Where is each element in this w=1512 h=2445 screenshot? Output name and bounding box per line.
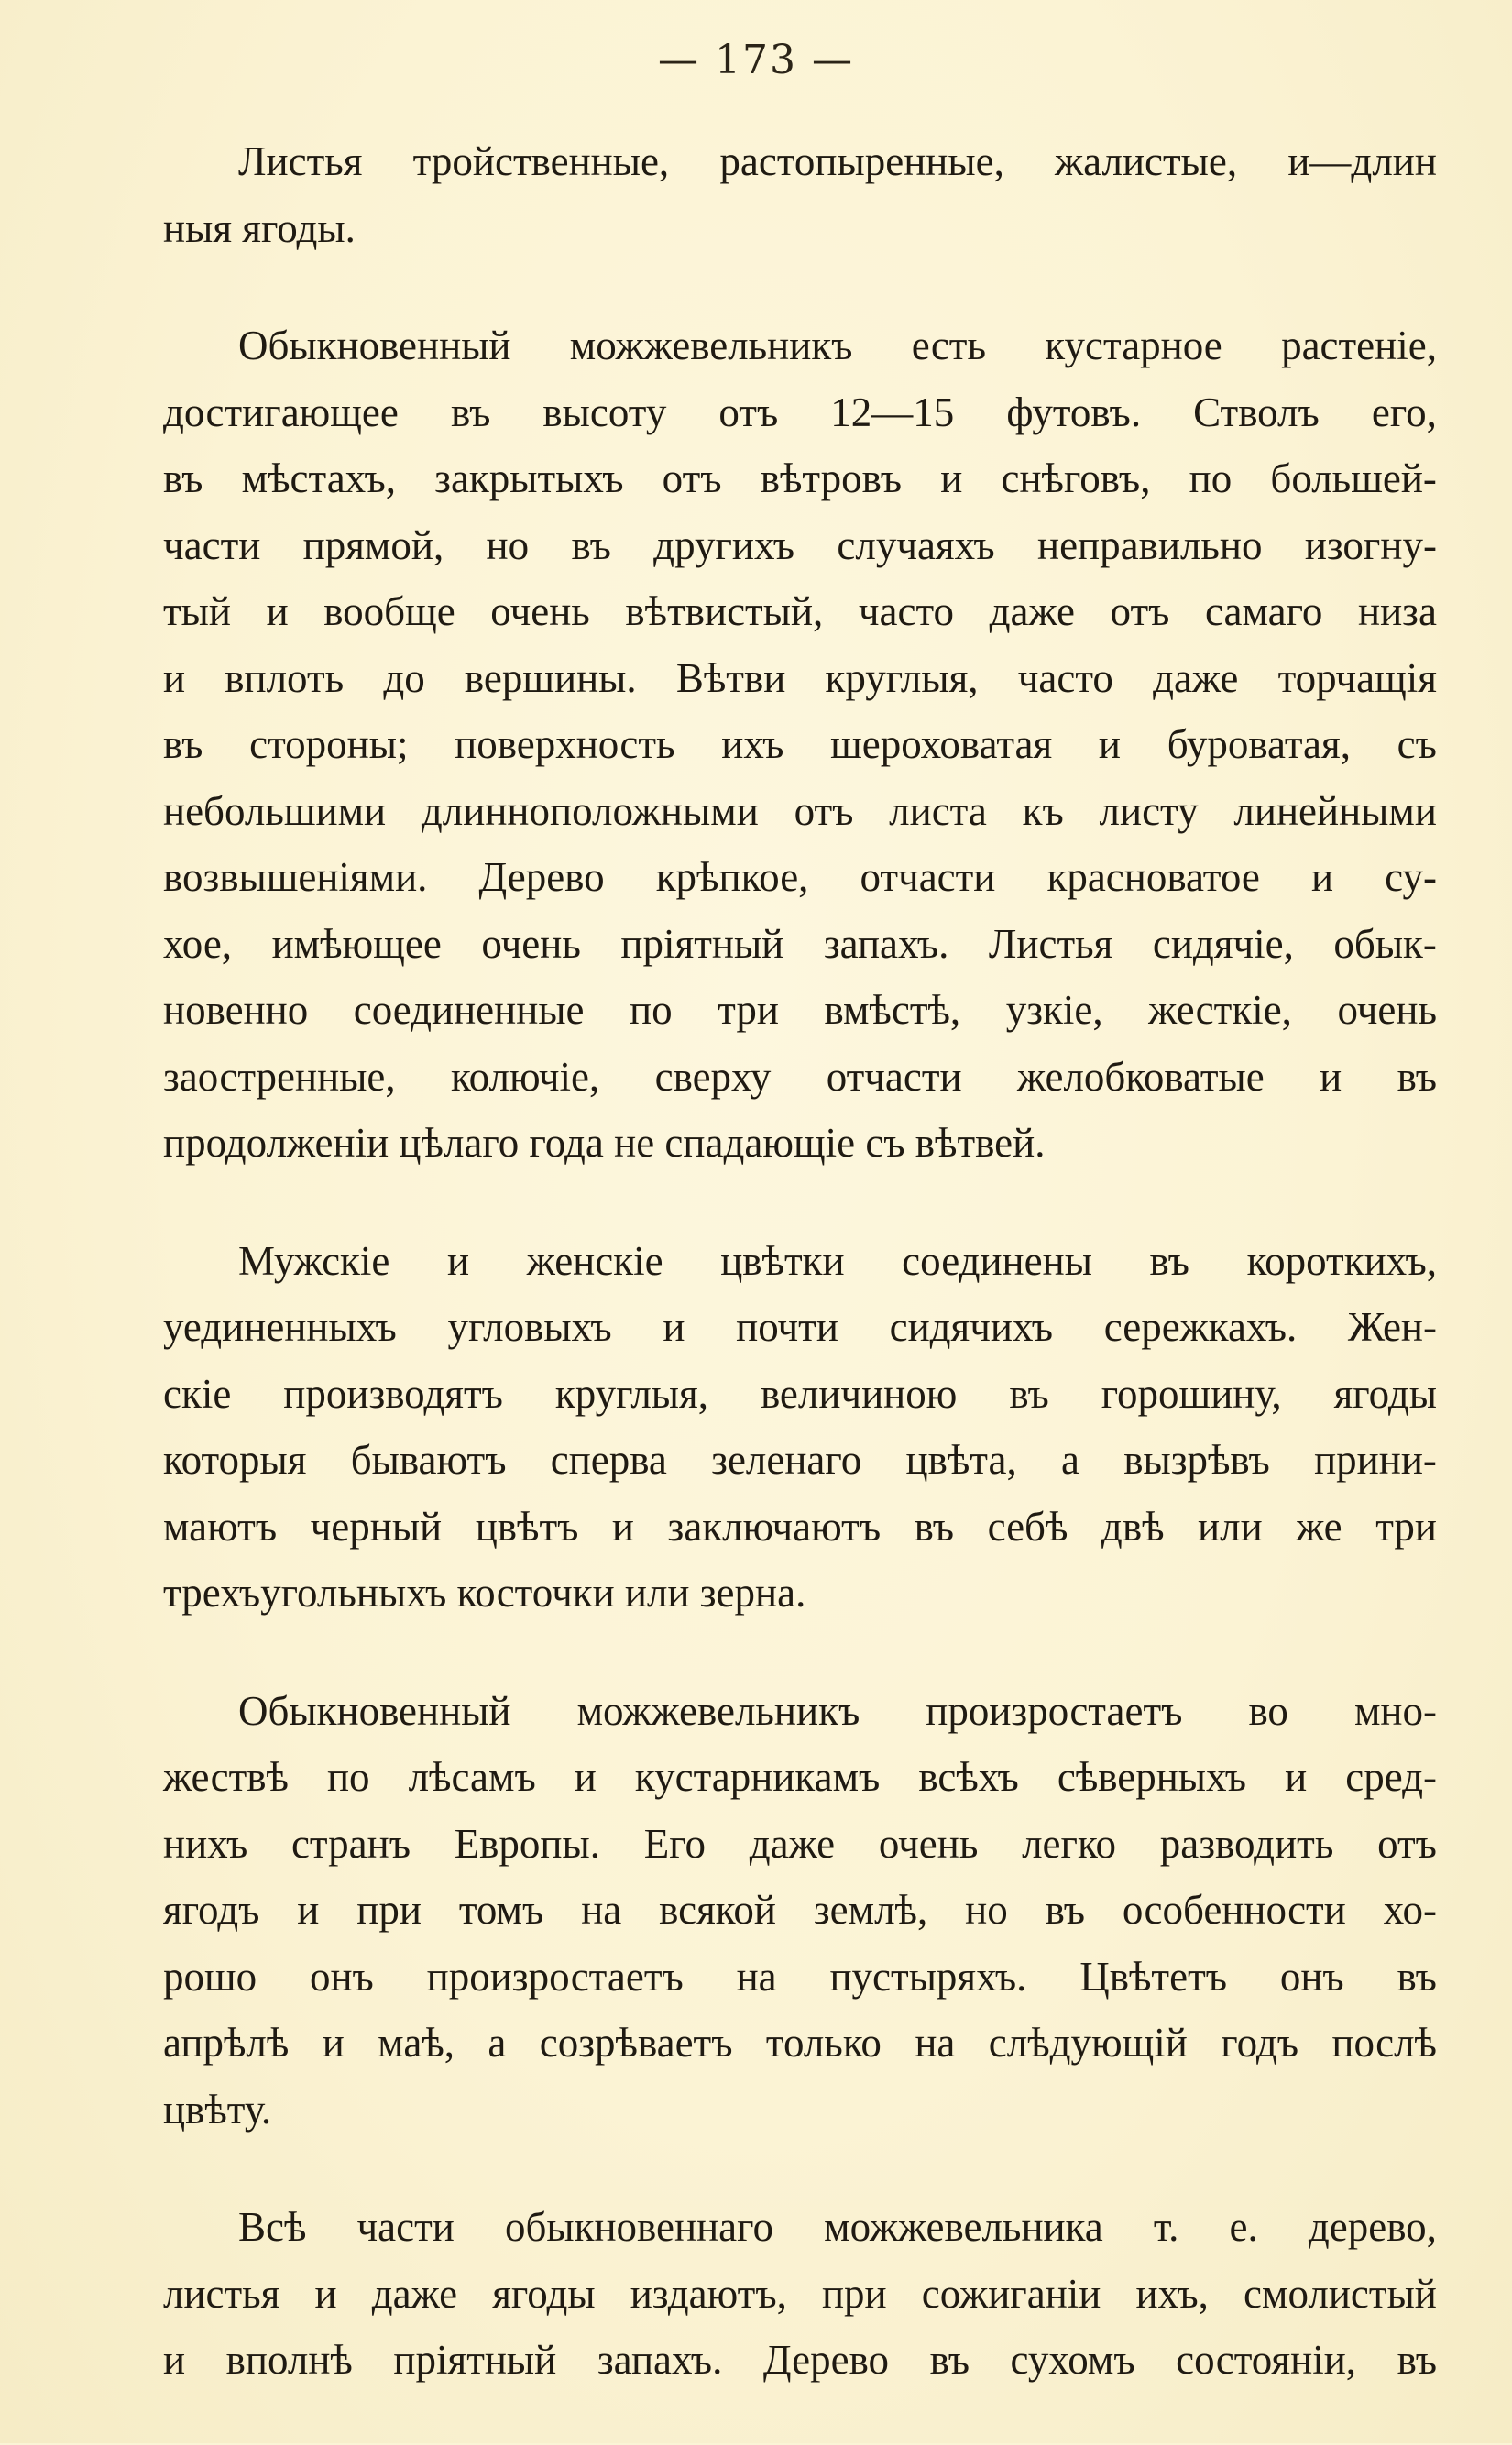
word: величиною bbox=[760, 1370, 958, 1417]
word: почти bbox=[736, 1304, 838, 1350]
word: нихъ bbox=[163, 1820, 248, 1867]
word: при bbox=[821, 2270, 887, 2317]
word: въ bbox=[1045, 1887, 1086, 1933]
word: части bbox=[163, 521, 261, 568]
word: себѣ bbox=[987, 1503, 1068, 1550]
word: въ bbox=[450, 389, 491, 435]
word: и bbox=[1310, 854, 1334, 900]
word: и bbox=[297, 1887, 320, 1933]
word: а bbox=[488, 2020, 507, 2066]
text-line bbox=[163, 2261, 1437, 2328]
text-line bbox=[163, 2327, 1437, 2394]
word: хое, bbox=[163, 920, 233, 967]
word: въ bbox=[1397, 1053, 1437, 1100]
text-line bbox=[163, 2010, 1437, 2077]
word: и bbox=[447, 1237, 470, 1284]
word: отъ bbox=[718, 389, 779, 435]
word: мѣстахъ, bbox=[241, 455, 396, 501]
word: желобковатые bbox=[1016, 1053, 1265, 1100]
word: онъ bbox=[1279, 1953, 1344, 2000]
word: при bbox=[356, 1887, 422, 1933]
word: особенности bbox=[1122, 1887, 1346, 1933]
word: вѣтровъ bbox=[760, 455, 902, 501]
word: можжевельникъ bbox=[569, 323, 853, 368]
word: Цвѣтетъ bbox=[1079, 1953, 1228, 2000]
word: которыя bbox=[163, 1437, 307, 1483]
word: сидячiе, bbox=[1152, 920, 1294, 967]
word: линейными bbox=[1233, 787, 1437, 834]
word: годъ bbox=[1221, 2020, 1298, 2066]
word: Вѣтви bbox=[675, 654, 786, 701]
word: зеленаго bbox=[711, 1437, 862, 1483]
word: онъ bbox=[309, 1953, 374, 2000]
paragraph bbox=[163, 1228, 1437, 1627]
paragraph bbox=[163, 1678, 1437, 2143]
text-line bbox=[163, 778, 1437, 845]
word: есть bbox=[911, 323, 986, 368]
word: вмѣстѣ, bbox=[824, 987, 961, 1033]
text-line bbox=[163, 578, 1437, 645]
word: сперва bbox=[550, 1437, 667, 1483]
word: по bbox=[630, 987, 673, 1033]
word: и bbox=[611, 1503, 635, 1550]
word: три bbox=[1375, 1503, 1437, 1550]
word: можжевельника bbox=[824, 2204, 1103, 2250]
word: части bbox=[356, 2204, 455, 2250]
word: и bbox=[1098, 721, 1121, 767]
word: двѣ bbox=[1101, 1503, 1165, 1550]
word: заостренные, bbox=[163, 1053, 396, 1100]
word: и bbox=[322, 2020, 345, 2066]
word: 12—15 bbox=[830, 389, 955, 435]
word: произростаетъ bbox=[926, 1687, 1183, 1734]
word: и bbox=[940, 455, 963, 501]
word: запахъ. bbox=[823, 920, 949, 967]
word: странъ bbox=[290, 1820, 411, 1867]
word: на bbox=[581, 1887, 622, 1933]
word: ягодъ bbox=[163, 1887, 260, 1933]
word: послѣ bbox=[1331, 2020, 1437, 2066]
word: отъ bbox=[1110, 588, 1170, 634]
word: сверху bbox=[654, 1053, 772, 1100]
word: растопыренные, bbox=[719, 138, 1004, 184]
word: легко bbox=[1022, 1820, 1117, 1867]
word: пустыряхъ. bbox=[829, 1953, 1027, 2000]
word: созрѣваетъ bbox=[539, 2020, 733, 2066]
word: состоянiи, bbox=[1176, 2337, 1357, 2383]
word: по bbox=[1189, 455, 1233, 501]
word: вполнѣ bbox=[225, 2337, 353, 2383]
word: же bbox=[1296, 1503, 1342, 1550]
word: цвѣта, bbox=[905, 1437, 1017, 1483]
word: короткихъ, bbox=[1246, 1237, 1437, 1284]
word: на bbox=[915, 2020, 956, 2066]
word: Его bbox=[643, 1820, 707, 1867]
paragraph bbox=[163, 312, 1437, 1177]
word: часто bbox=[858, 588, 955, 634]
word: прiятный bbox=[393, 2337, 557, 2383]
word: апрѣлѣ bbox=[163, 2020, 290, 2066]
word: вообще bbox=[323, 588, 455, 634]
text-line bbox=[163, 1427, 1437, 1494]
word: маютъ bbox=[163, 1503, 278, 1550]
word: дерево, bbox=[1308, 2204, 1437, 2250]
word: имѣющее bbox=[271, 920, 442, 967]
word: прiятный bbox=[620, 920, 784, 967]
word: обык- bbox=[1333, 920, 1437, 967]
text-line bbox=[163, 711, 1437, 778]
text-line bbox=[163, 1294, 1437, 1361]
word: въ bbox=[1009, 1370, 1049, 1417]
word: угловыхъ bbox=[447, 1304, 612, 1350]
word: отъ bbox=[794, 787, 854, 834]
word: колючiе, bbox=[451, 1053, 600, 1100]
word: возвышенiями. bbox=[163, 854, 428, 900]
word: Мужскiе bbox=[238, 1237, 390, 1284]
word: неправильно bbox=[1037, 521, 1263, 568]
text-line bbox=[163, 445, 1437, 512]
word: узкiе, bbox=[1005, 987, 1103, 1033]
word: очень bbox=[1337, 987, 1437, 1033]
word: т. bbox=[1153, 2204, 1179, 2250]
text-line bbox=[163, 911, 1437, 978]
word: вѣтвистый, bbox=[625, 588, 824, 634]
word: е. bbox=[1229, 2204, 1258, 2250]
word: томъ bbox=[458, 1887, 544, 1933]
word: и bbox=[574, 1754, 597, 1800]
word: хо- bbox=[1383, 1887, 1437, 1933]
text-line bbox=[163, 1744, 1437, 1811]
word: случаяхъ bbox=[837, 521, 995, 568]
word: сережкахъ. bbox=[1103, 1304, 1298, 1350]
text-line bbox=[163, 645, 1437, 712]
word: кустарникамъ bbox=[634, 1754, 881, 1800]
text-line bbox=[163, 312, 1437, 379]
word: даже bbox=[371, 2270, 458, 2317]
word: жествѣ bbox=[163, 1754, 289, 1800]
word: или bbox=[1198, 1503, 1263, 1550]
word: сидячихъ bbox=[889, 1304, 1054, 1350]
word: его, bbox=[1371, 389, 1437, 435]
word: жесткiе, bbox=[1148, 987, 1292, 1033]
word: можжевельникъ bbox=[576, 1687, 860, 1734]
word: вершины. bbox=[464, 654, 637, 701]
word: и bbox=[314, 2270, 337, 2317]
text-line bbox=[163, 977, 1437, 1044]
word: во bbox=[1248, 1687, 1288, 1734]
word: черный bbox=[310, 1503, 443, 1550]
text-line: трехъугольныхъ косточки или зерна. bbox=[163, 1570, 806, 1616]
text-line bbox=[163, 2194, 1437, 2261]
word: достигающее bbox=[163, 389, 399, 435]
word: землѣ, bbox=[813, 1887, 928, 1933]
word: листья bbox=[163, 2270, 280, 2317]
word: закрытыхъ bbox=[434, 455, 624, 501]
word: ягоды bbox=[1333, 1370, 1437, 1417]
word: вплоть bbox=[225, 654, 345, 701]
word: Жен- bbox=[1347, 1304, 1437, 1350]
paragraph bbox=[163, 2194, 1437, 2394]
word: новенно bbox=[163, 987, 309, 1033]
word: въ bbox=[571, 521, 611, 568]
word: тройственные, bbox=[412, 138, 670, 184]
word: сѣверныхъ bbox=[1057, 1754, 1247, 1800]
word: ягоды bbox=[492, 2270, 596, 2317]
word: вызрѣвъ bbox=[1123, 1437, 1270, 1483]
word: въ bbox=[929, 2337, 970, 2383]
word: сожиганiи bbox=[921, 2270, 1101, 2317]
word: Европы. bbox=[454, 1820, 600, 1867]
word: въ bbox=[1149, 1237, 1189, 1284]
word: заключаютъ bbox=[667, 1503, 882, 1550]
word: соединены bbox=[902, 1237, 1092, 1284]
word: листу bbox=[1099, 787, 1199, 834]
word: маѣ, bbox=[378, 2020, 455, 2066]
word: до bbox=[383, 654, 425, 701]
word: сухомъ bbox=[1010, 2337, 1135, 2383]
word: а bbox=[1060, 1437, 1079, 1483]
word: слѣдующiй bbox=[988, 2020, 1188, 2066]
word: прини- bbox=[1314, 1437, 1437, 1483]
text-line bbox=[163, 1494, 1437, 1561]
word: круглыя, bbox=[554, 1370, 708, 1417]
word: сред- bbox=[1345, 1754, 1437, 1800]
word: очень bbox=[490, 588, 590, 634]
word: по bbox=[326, 1754, 370, 1800]
word: цвѣтъ bbox=[475, 1503, 579, 1550]
word: большей- bbox=[1270, 455, 1437, 501]
text-line: продолженiи цѣлаго года не спадающiе съ вѣтвей. bbox=[163, 1120, 1046, 1166]
word: въ bbox=[163, 721, 203, 767]
word: отчасти bbox=[826, 1053, 962, 1100]
word: су- bbox=[1385, 854, 1437, 900]
word: и bbox=[266, 588, 289, 634]
word: обыкновеннаго bbox=[504, 2204, 773, 2250]
word: въ bbox=[1397, 2337, 1437, 2383]
page-number: — 173 — bbox=[658, 37, 854, 83]
word: Листья bbox=[238, 138, 363, 184]
word: только bbox=[765, 2020, 882, 2066]
word: высоту bbox=[542, 389, 667, 435]
word: длиннoположными bbox=[421, 787, 759, 834]
word: Дерево bbox=[478, 854, 605, 900]
text-line bbox=[163, 1361, 1437, 1428]
word: и bbox=[1320, 1053, 1342, 1100]
word: отъ bbox=[662, 455, 722, 501]
word: крѣпкое, bbox=[655, 854, 809, 900]
word: снѣговъ, bbox=[1001, 455, 1151, 501]
text-line: цвѣту. bbox=[163, 2086, 272, 2133]
word: цвѣтки bbox=[720, 1237, 845, 1284]
word: въ bbox=[1397, 1953, 1437, 2000]
word: бываютъ bbox=[350, 1437, 507, 1483]
text-line bbox=[163, 512, 1437, 579]
word: произростаетъ bbox=[426, 1953, 684, 2000]
word: самаго bbox=[1204, 588, 1323, 634]
word: круглыя, bbox=[825, 654, 979, 701]
text-line bbox=[163, 128, 1437, 195]
word: скiе bbox=[163, 1370, 232, 1417]
word: издаютъ, bbox=[630, 2270, 787, 2317]
paragraph bbox=[163, 128, 1437, 261]
word: небольшими bbox=[163, 787, 387, 834]
body-text bbox=[163, 128, 1437, 2445]
word: тый bbox=[163, 588, 231, 634]
word: и bbox=[163, 2337, 186, 2383]
word: лѣсамъ bbox=[408, 1754, 536, 1800]
word: жалистые, bbox=[1055, 138, 1238, 184]
word: Листья bbox=[988, 920, 1113, 967]
word: другихъ bbox=[653, 521, 795, 568]
word: Обыкновенный bbox=[238, 1687, 511, 1734]
text-line: ныя ягоды. bbox=[163, 204, 356, 251]
word: растенiе, bbox=[1281, 323, 1437, 368]
word: въ bbox=[914, 1503, 955, 1550]
word: шероховатая bbox=[830, 721, 1053, 767]
word: съ bbox=[1397, 721, 1437, 767]
word: къ bbox=[1022, 787, 1064, 834]
word: мно- bbox=[1353, 1687, 1437, 1734]
word: Дерево bbox=[762, 2337, 890, 2383]
word: даже bbox=[989, 588, 1075, 634]
text-line bbox=[163, 844, 1437, 911]
word: очень bbox=[481, 920, 581, 967]
text-line bbox=[163, 379, 1437, 446]
word: разводить bbox=[1159, 1820, 1334, 1867]
word: и bbox=[663, 1304, 685, 1350]
word: низа bbox=[1358, 588, 1437, 634]
word: изогну- bbox=[1304, 521, 1437, 568]
text-line bbox=[163, 1678, 1437, 1745]
text-line bbox=[163, 1044, 1437, 1111]
word: рошо bbox=[163, 1953, 257, 2000]
word: производятъ bbox=[283, 1370, 503, 1417]
word: отчасти bbox=[860, 854, 996, 900]
word: футовъ. bbox=[1006, 389, 1142, 435]
text-line bbox=[163, 1944, 1437, 2011]
word: горошину, bbox=[1101, 1370, 1282, 1417]
text-line bbox=[163, 1811, 1437, 1878]
word: кустарное bbox=[1045, 323, 1222, 368]
word: всякой bbox=[659, 1887, 776, 1933]
word: стороны; bbox=[249, 721, 409, 767]
word: даже bbox=[749, 1820, 836, 1867]
word: прямой, bbox=[302, 521, 444, 568]
word: даже bbox=[1153, 654, 1239, 701]
word: торчащiя bbox=[1277, 654, 1437, 701]
word: смолистый bbox=[1244, 2270, 1437, 2317]
word: очень bbox=[878, 1820, 979, 1867]
word: въ bbox=[163, 455, 203, 501]
word: буроватая, bbox=[1167, 721, 1351, 767]
word: но bbox=[965, 1887, 1008, 1933]
word: ихъ bbox=[721, 721, 784, 767]
word: Всѣ bbox=[238, 2204, 307, 2250]
word: соединенные bbox=[353, 987, 585, 1033]
word: всѣхъ bbox=[918, 1754, 1019, 1800]
word: Обыкновенный bbox=[238, 323, 511, 368]
word: Стволъ bbox=[1193, 389, 1320, 435]
word: поверхность bbox=[455, 721, 675, 767]
word: но bbox=[486, 521, 530, 568]
word: женскiе bbox=[526, 1237, 663, 1284]
word: на bbox=[736, 1953, 777, 2000]
text-line bbox=[163, 1228, 1437, 1295]
word: и bbox=[163, 654, 186, 701]
word: листа bbox=[889, 787, 987, 834]
word: ихъ, bbox=[1135, 2270, 1209, 2317]
word: уединенныхъ bbox=[163, 1304, 397, 1350]
word: запахъ. bbox=[597, 2337, 723, 2383]
word: часто bbox=[1017, 654, 1113, 701]
text-line bbox=[163, 1877, 1437, 1944]
word: три bbox=[718, 987, 779, 1033]
word: и bbox=[1285, 1754, 1308, 1800]
word: красноватое bbox=[1046, 854, 1260, 900]
word: отъ bbox=[1377, 1820, 1437, 1867]
word: и—длин bbox=[1287, 138, 1437, 184]
